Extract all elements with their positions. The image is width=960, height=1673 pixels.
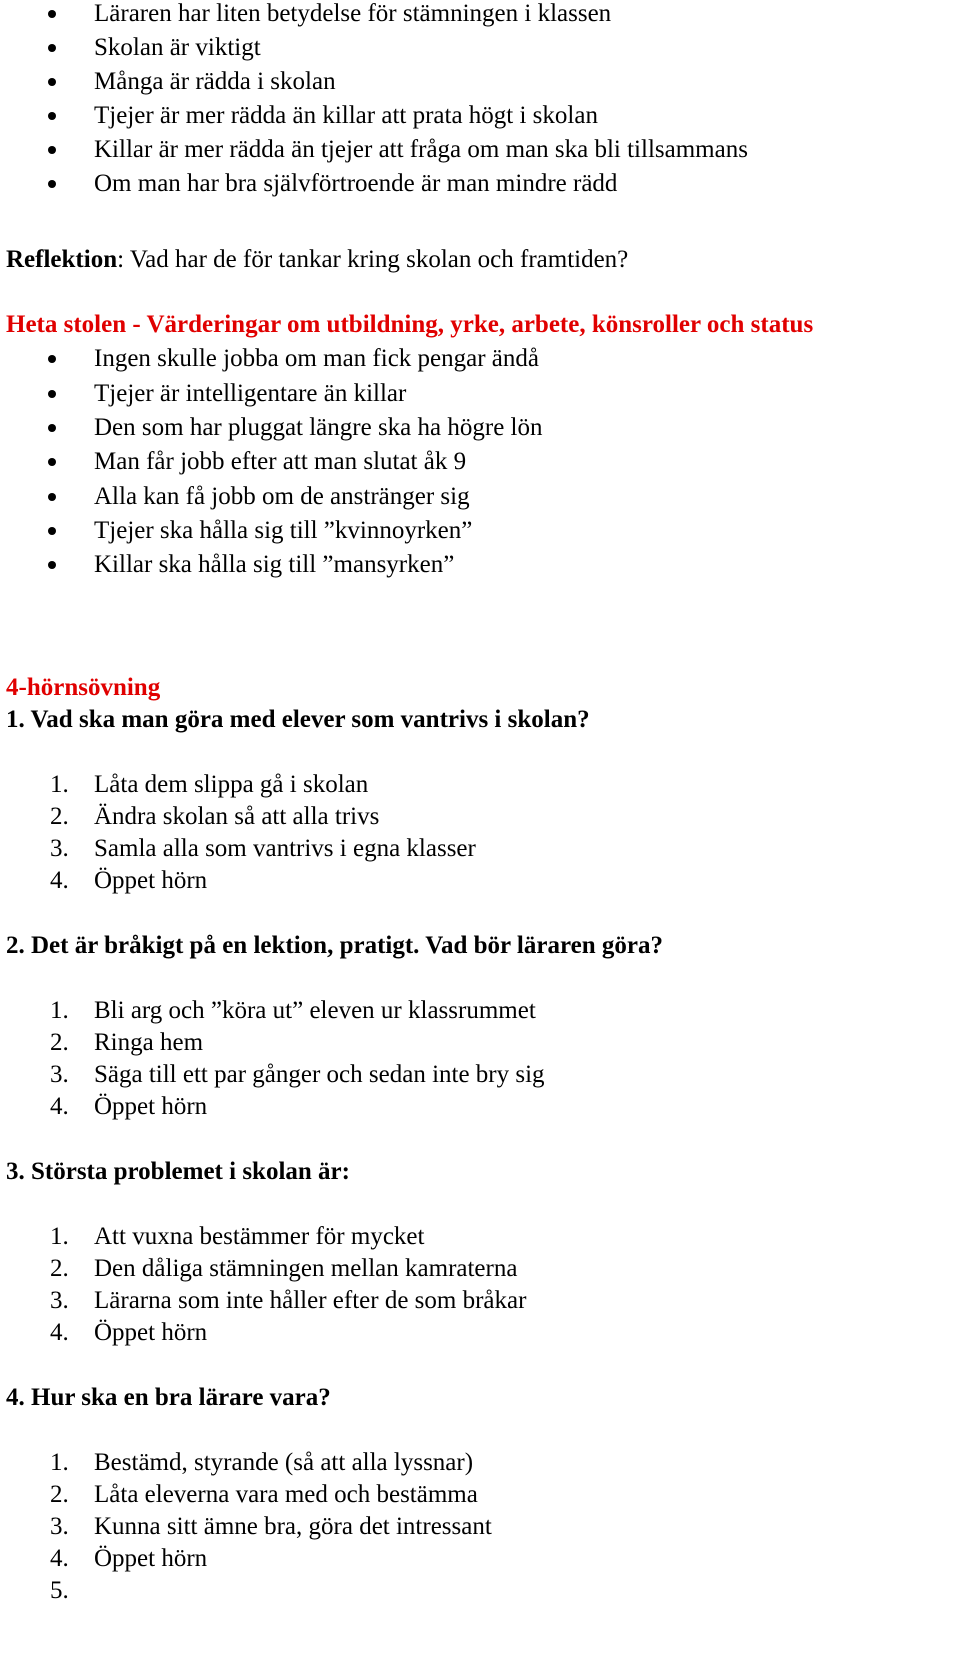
question-heading: 2. Det är bråkigt på en lektion, pratigt. Vad bör läraren göra? [6,932,663,959]
bullet-icon [48,112,56,120]
section-title-fyrhorn: 4-hörnsövning [6,674,161,701]
bullet-icon [48,458,56,466]
document-page: Läraren har liten betydelse för stämningen i klassen Skolan är viktigt Många är rädda i skolan Tjejer är mer rädda än killar att prata högt i skolan Killar är mer rädda än tjejer att fråga om man ska bli tillsammans Om man har bra självförtroende är man mindre rädd Reflektion: Vad har de för tankar kring skolan och framtiden? Heta stolen - Värderingar om utbildning, yrke, arbete, könsroller och status Ingen skulle jobba om man fick pengar ändå Tjejer är intelligentare än killar Den som har pluggat längre ska ha högre lön Man får jobb efter att man slutat åk 9 Alla kan få jobb om de anstränger sig Tjejer ska hålla sig till ”kvinnoyrken” Killar ska hålla sig till ”mansyrken” 4-hörnsövning 1. Vad ska man göra med elever som vantrivs i skolan? 1. Låta dem slippa gå i skolan 2. Ändra skolan så att alla trivs 3. Samla alla som vantrivs i egna klasser 4. Öppet hörn 2. Det är bråkigt på en lektion, pratigt. Vad bör läraren göra? 1. Bli arg och ”köra ut” eleven ur klassrummet 2. Ringa hem 3. Säga till ett par gånger och sedan inte bry sig 4. Öppet hörn 3. Största problemet i skolan är: 1. Att vuxna bestämmer för mycket 2. Den dåliga stämningen mellan kamraterna 3. Lärarna som inte håller efter de som bråkar 4. Öppet hörn 4. Hur ska en bra lärare vara? 1. Bestämd, styrande (så att alla lyssnar) 2. Låta eleverna vara med och bestämma 3. Kunna sitt ämne bra, göra det intressant 4. Öppet hörn 5. [6,0,814,1604]
bullet-icon [48,355,56,363]
bullet-icon [48,78,56,86]
bullet-icon [48,146,56,154]
bullet-icon [48,527,56,535]
question-heading: 1. Vad ska man göra med elever som vantrivs i skolan? [6,706,590,733]
bullet-icon [48,180,56,188]
reflection-text: : Vad har de för tankar kring skolan och framtiden? [117,246,629,273]
bullet-icon [48,10,56,18]
bullet-icon [48,44,56,52]
section-title-heta-stolen: Heta stolen - Värderingar om utbildning, yrke, arbete, könsroller och status [6,311,814,338]
question-heading: 3. Största problemet i skolan är: [6,1158,350,1185]
bullet-icon [48,390,56,398]
reflection-label: Reflektion [6,246,118,273]
bullet-icon [48,561,56,569]
bullet-icon [48,424,56,432]
question-heading: 4. Hur ska en bra lärare vara? [6,1384,331,1411]
bullet-icon [48,493,56,501]
reflection-line [6,243,628,277]
